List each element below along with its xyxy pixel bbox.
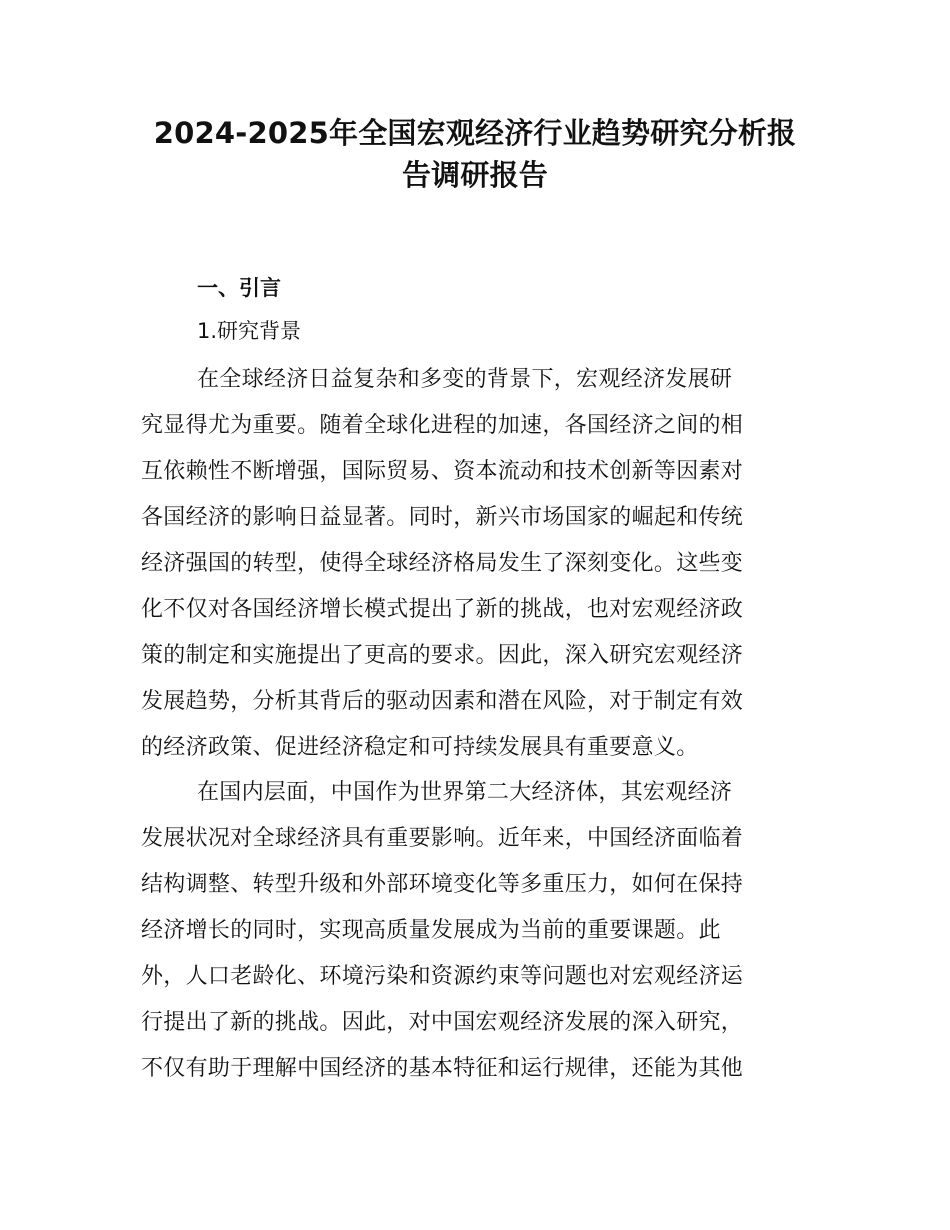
paragraph-line: 化不仅对各国经济增长模式提出了新的挑战，也对宏观经济政 [141,597,744,622]
paragraph-line: 究显得尤为重要。随着全球化进程的加速，各国经济之间的相 [141,413,744,438]
paragraph-line: 发展趋势，分析其背后的驱动因素和潜在风险，对于制定有效 [141,689,744,714]
paragraph-line: 经济增长的同时，实现高质量发展成为当前的重要课题。此 [141,918,721,943]
paragraph-line: 的经济政策、促进经济稳定和可持续发展具有重要意义。 [141,735,699,760]
paragraph-line: 行提出了新的挑战。因此，对中国宏观经济发展的深入研究， [141,1010,744,1035]
section-heading: 一、引言 [197,276,281,300]
paragraph-line: 在国内层面，中国作为世界第二大经济体，其宏观经济 [197,780,733,805]
paragraph-line: 外，人口老龄化、环境污染和资源约束等问题也对宏观经济运 [141,964,744,989]
paragraph-line: 结构调整、转型升级和外部环境变化等多重压力，如何在保持 [141,872,744,897]
paragraph-line: 在全球经济日益复杂和多变的背景下，宏观经济发展研 [197,367,733,392]
title-line: 2024-2025年全国宏观经济行业趋势研究分析报 [153,116,797,150]
paragraph-line: 发展状况对全球经济具有重要影响。近年来，中国经济面临着 [141,826,744,851]
paragraph [141,362,813,776]
paragraph-line: 策的制定和实施提出了更高的要求。因此，深入研究宏观经济 [141,643,744,668]
subsection-heading: 1.研究背景 [197,319,302,343]
title-line: 告调研报告 [401,158,548,192]
paragraph-line: 互依赖性不断增强，国际贸易、资本流动和技术创新等因素对 [141,459,744,484]
paragraph-line: 不仅有助于理解中国经济的基本特征和运行规律，还能为其他 [141,1056,744,1081]
paragraph [141,775,813,1097]
paragraph-line: 经济强国的转型，使得全球经济格局发生了深刻变化。这些变 [141,551,744,576]
document-title [140,112,810,196]
paragraph-line: 各国经济的影响日益显著。同时，新兴市场国家的崛起和传统 [141,505,744,530]
